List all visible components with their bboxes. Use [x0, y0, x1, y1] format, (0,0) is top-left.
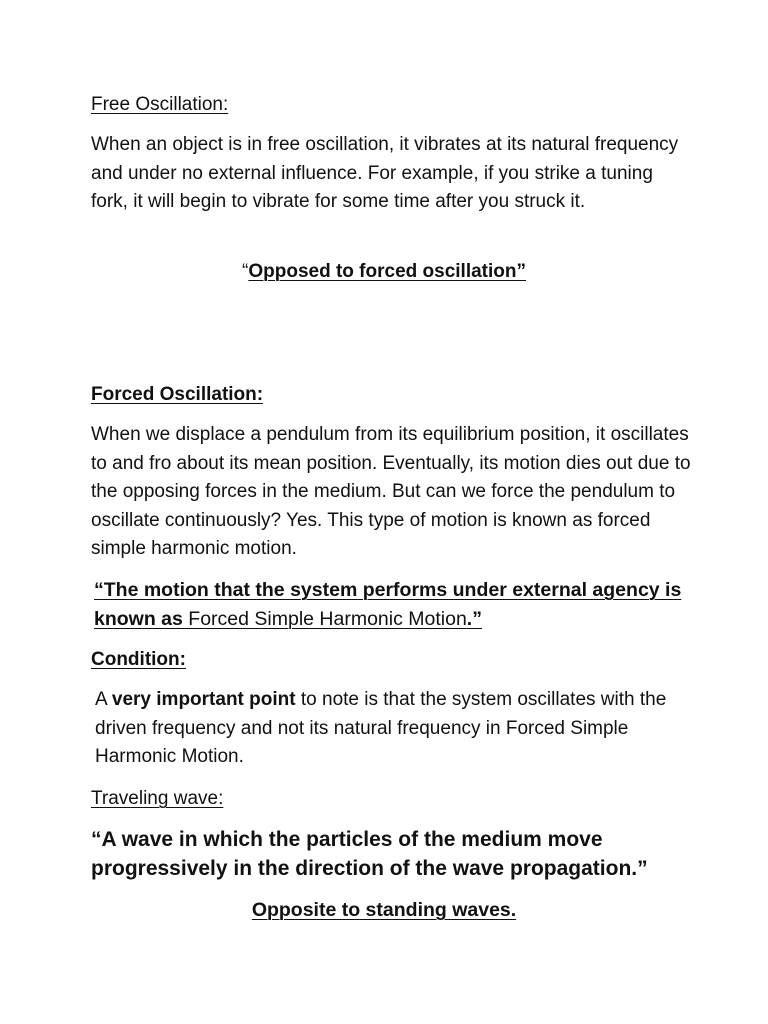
forced-oscillation-paragraph: When we displace a pendulum from its equilibrium position, it oscillates to and fro about its mean position. Eventually, its motion dies out due to the opposing forces in the medium. But can we force the pendulum to oscillate continuously? Yes. This type of motion is known as forced simple harmonic motion. — [91, 424, 691, 559]
opposite-standing-waves-note: Opposite to standing waves. — [251, 899, 517, 921]
condition-bold-text: very important point — [111, 689, 296, 710]
free-oscillation-paragraph: When an object is in free oscillation, it vibrates at its natural frequency and under no external influence. For example, if you strike a tuning fork, it will begin to vibrate for some time after you struck it. — [91, 134, 679, 212]
free-oscillation-quote — [91, 258, 677, 287]
condition-paragraph — [95, 686, 695, 772]
condition-heading: Condition: — [91, 649, 186, 670]
condition-text-start: A — [95, 689, 112, 710]
free-oscillation-heading: Free Oscillation: — [91, 94, 229, 115]
forced-oscillation-definition — [94, 576, 694, 633]
definition-bold-text: “The motion that the system performs under external agency is known as — [94, 579, 682, 630]
opposed-quote-text: Opposed to forced oscillation” — [248, 261, 526, 282]
forced-oscillation-heading: Forced Oscillation: — [91, 384, 264, 405]
definition-end: .” — [466, 607, 482, 630]
traveling-wave-definition: “A wave in which the particles of the medium move progressively in the direction of the wave propagation.” — [91, 828, 648, 880]
traveling-wave-heading: Traveling wave: — [91, 788, 224, 809]
quote-open-mark: “ — [242, 261, 249, 282]
definition-term: Forced Simple Harmonic Motion — [188, 607, 467, 630]
condition-text-rest: to note is that the system oscillates with the driven frequency and not its natural frequency in Forced Simple Harmonic Motion. — [95, 689, 667, 767]
